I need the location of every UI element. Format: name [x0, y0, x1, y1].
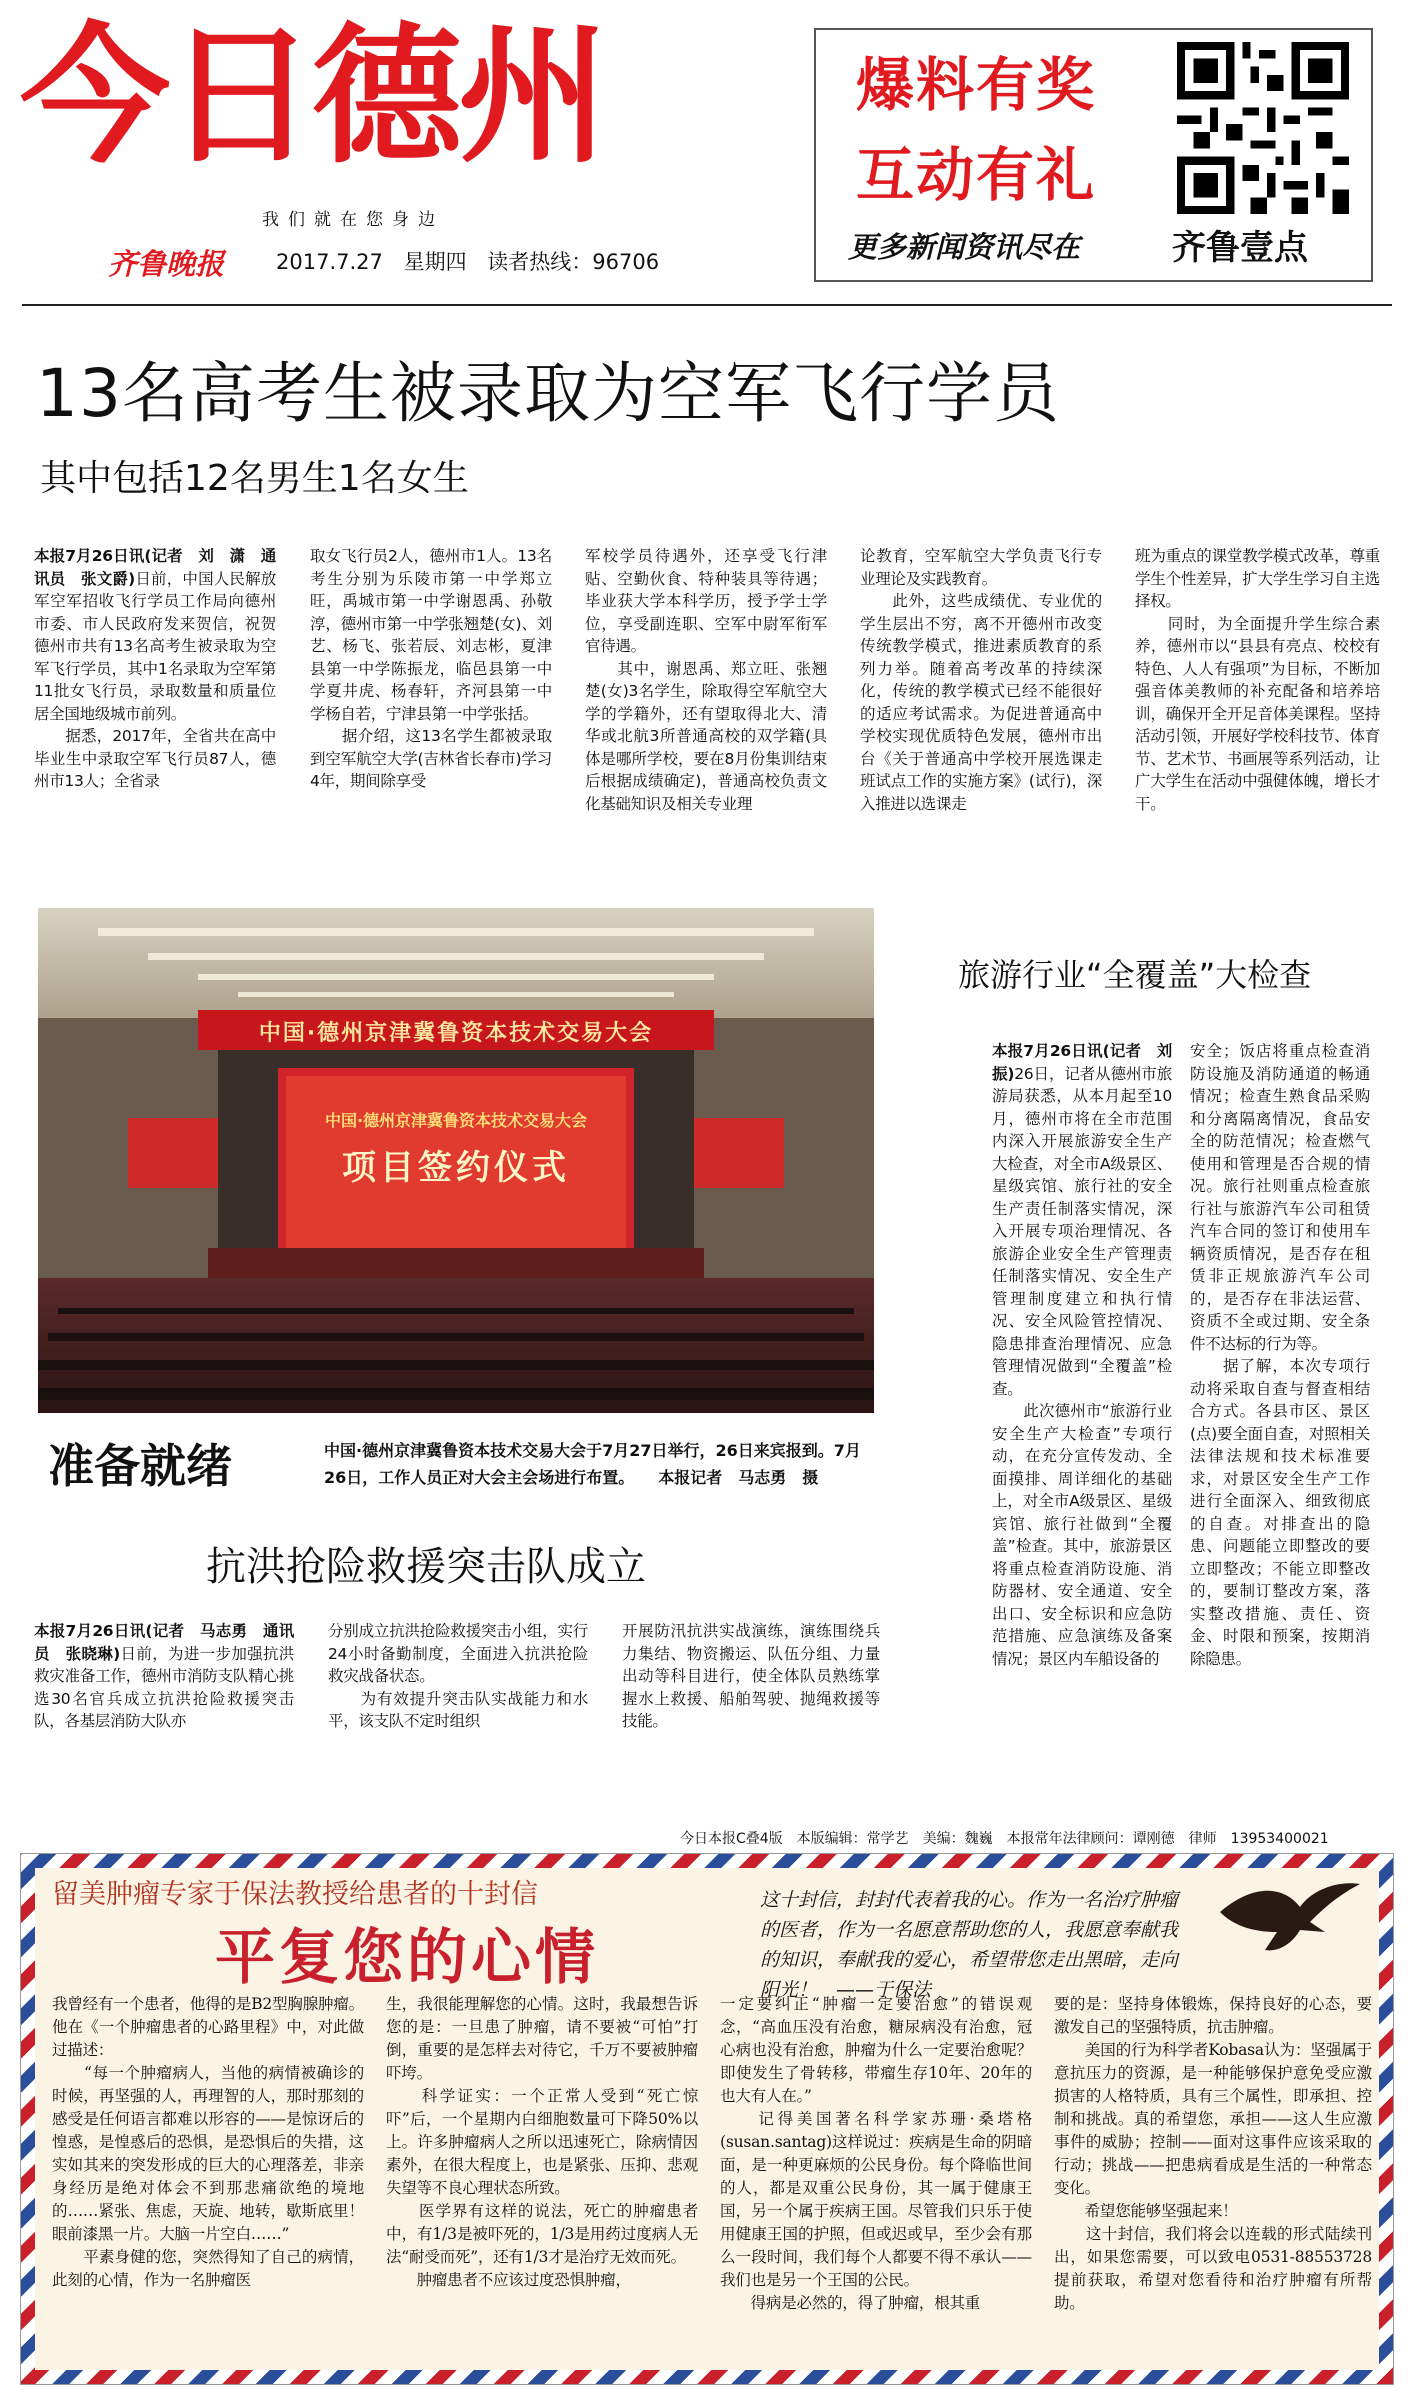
issue-dateline — [276, 246, 659, 276]
flood-column-1-text: 日前，为进一步加强抗洪救灾准备工作，德州市消防支队精心挑选30名官兵成立抗洪抢险救援突击队，各基层消防大队亦 — [34, 1644, 294, 1730]
promo-line-2: 互动有礼 — [856, 141, 1097, 209]
flood-column-2: 分别成立抗洪抢险救援突击小组，实行24小时备勤制度，全面进入抗洪抢险救灾战备状态。 为有效提升突击队实战能力和水平，该支队不定时组织 — [328, 1622, 588, 1730]
masthead-rule — [22, 304, 1392, 306]
tourism-headline: 旅游行业“全覆盖”大检查 — [958, 956, 1312, 994]
ad-main-title: 平复您的心情 — [215, 1923, 599, 1993]
ad-quote: 这十封信，封封代表着我的心。作为一名治疗肿瘤的医者，作为一名愿意帮助您的人，我愿意奉献我的知识，奉献我的爱心，希望带您走出黑暗，走向阳光！ ——于保法 — [760, 1889, 1179, 2001]
photo-caption: 中国·德州京津冀鲁资本技术交易大会于7月27日举行，26日来宾报到。7月26日，工作人员正对大会主会场进行布置。 本报记者 马志勇 摄 — [324, 1441, 861, 1487]
ad-column-1: 我曾经有一个患者，他得的是B2型胸腺肿瘤。他在《一个肿瘤患者的心路里程》中，对此做过描述： “每一个肿瘤病人，当他的病情被确诊的时候，再坚强的人，再理智的人，那时那刻的感受是任何语言都难以形容的——是惊讶后的惶惑，是惶惑后的恐惧，是恐惧后的失措，这实如其来的突发形成的巨大的心理落差，非亲身经历是绝对体会不到那悲痛欲绝的境地的……紧张、焦虑，天旋、地转，歇斯底里！眼前漆黑一片。大脑一片空白……” 平素身健的您，突然得知了自己的病情，此刻的心情，作为一名肿瘤医 — [52, 1995, 364, 2289]
photo-banner-text: 中国·德州京津冀鲁资本技术交易大会 — [258, 1021, 654, 1046]
masthead-slogan: 我们就在您身边 — [262, 210, 444, 230]
flood-dateline: 本报7月26日讯(记者 马志勇 通讯员 张晓琳) — [34, 1622, 294, 1663]
flood-column-1 — [34, 1620, 294, 1820]
lead-column-5: 班为重点的课堂教学模式改革，尊重学生个性差异，扩大学生学习自主选择权。 同时，为全面提升学生综合素养，德州市以“县县有亮点、校校有特色、人人有强项”为目标，不断加强音体美教师的补充配备和培养培训，确保开全开足音体美课程。坚持活动引领，开展好学校科技节、体育节、艺术节、书画展等系列活动，让广大学生在活动中强健体魄，增长才干。 — [1135, 547, 1380, 813]
lead-subheadline: 其中包括12名男生1名女生 — [40, 458, 469, 499]
lead-column-3: 军校学员待遇外，还享受飞行津贴、空勤伙食、特种装具等待遇；毕业获大学本科学历，授予学士学位，享受副连职、空军中尉军衔军官待遇。 其中，谢恩禹、郑立旺、张翘楚(女)3名学生，除取得空军航空大学的学籍外，还有望取得北大、清华或北航3所普通高校的双学籍(具体是哪所学校，要在8月份集训结束后根据成绩确定)，普通高校负责文化基础知识及相关专业理 — [585, 547, 827, 813]
tourism-column-1 — [992, 1040, 1172, 1815]
ad-column-3: 一定要纠正“肿瘤一定要治愈”的错误观念，“高血压没有治愈，糖尿病没有治愈，冠心病也没有治愈，肿瘤为什么一定要治愈呢？即使发生了骨转移，带瘤生存10年、20年的也大有人在。” 记得美国著名科学家苏珊·桑塔格(susan.santag)这样说过：疾病是生命的阴暗面，是一种更麻烦的公民身份。每个降临世间的人，都是双重公民身份，其一属于健康王国，另一个属于疾病王国。尽管我们只乐于使用健康王国的护照，但或迟或早，至少会有那么一段时间，我们每个人都要不得不承认——我们也是另一个王国的公民。 得病是必然的，得了肿瘤，根其重 — [720, 1995, 1032, 2312]
promo-footer: 更多新闻资讯尽在 — [848, 230, 1081, 264]
page-footer-credits: 今日本报C叠4版 本版编辑：常学艺 美编：魏巍 本报常年法律顾问：谭刚德 律师 13953400021 — [680, 1831, 1329, 1847]
ad-column-2: 生，我很能理解您的心情。这时，我最想告诉您的是：一旦患了肿瘤，请不要被“可怕”打倒，重要的是怎样去对待它，千万不要被肿瘤吓垮。 科学证实：一个正常人受到“死亡惊吓”后，一个星期内白细胞数量可下降50%以上。许多肿瘤病人之所以迅速死亡，除病情因素外，在很大程度上，也是紧张、压抑、悲观失望等不良心理状态所致。 医学界有这样的说法，死亡的肿瘤患者中，有1/3是被吓死的，1/3是用药过度病人无法“耐受而死”，还有1/3才是治疗无效而死。 肿瘤患者不应该过度恐惧肿瘤， — [386, 1995, 698, 2289]
promo-line-1: 爆料有奖 — [856, 51, 1097, 119]
lead-column-1-text: 日前，中国人民解放军空军招收飞行学员工作局向德州市委、市人民政府发来贺信，祝贺德州市共有13名高考生被录取为空军飞行学员，其中1名录取为空军第11批女飞行员，录取数量和质量位居全国地级城市前列。 据悉，2017年，全省共在高中毕业生中录取空军飞行员87人，德州市13人；全省录 — [34, 569, 276, 790]
eagle-icon — [1215, 1872, 1365, 1962]
qr-code-icon[interactable] — [1177, 42, 1349, 214]
lead-column-2: 取女飞行员2人，德州市1人。13名考生分别为乐陵市第一中学郑立旺，禹城市第一中学谢恩禹、孙敬淳，德州市第一中学张翘楚(女)、刘艺、杨飞、张若辰、刘志彬，夏津县第一中学陈振龙，临邑县第一中学夏井虎、杨春轩，齐河县第一中学杨自若，宁津县第一中学张括。 据介绍，这13名学生都被录取到空军航空大学(吉林省长春市)学习4年，期间除享受 — [310, 547, 552, 790]
ad-column-4: 要的是：坚持身体锻炼，保持良好的心态，要激发自己的坚强特质，抗击肿瘤。 美国的行为科学者Kobasa认为：坚强属于意抗压力的资源，是一种能够保护意免受应激损害的人格特质，具有三个属性，即承担、控制和挑战。真的希望您，承担——这人生应激事件的威胁；控制——面对这事件应该采取的行动；挑战——把患病看成是生活的一种常态变化。 希望您能够坚强起来！ 这十封信，我们将会以连载的形式陆续刊出，如果您需要，可以致电0531-88553728提前获取，希望对您看待和治疗肿瘤有所帮助。 — [1054, 1995, 1372, 2312]
lead-column-1 — [34, 545, 276, 865]
flood-column-3: 开展防汛抗洪实战演练，演练围绕兵力集结、物资搬运、队伍分组、力量出动等科目进行，使全体队员熟练掌握水上救援、船舶驾驶、抛绳救援等技能。 — [622, 1622, 880, 1730]
qilu-brand: 齐鲁壹点 — [1172, 228, 1308, 268]
conference-hall-photo — [38, 908, 874, 1413]
flood-headline: 抗洪抢险救援突击队成立 — [206, 1544, 646, 1590]
issue-date: 2017.7.27 — [276, 250, 383, 274]
tourism-column-2: 安全；饭店将重点检查消防设施及消防通道的畅通情况；检查生熟食品采购和分离隔离情况，食品安全的防范情况；检查燃气使用和管理是否合规的情况。旅行社则重点检查旅行社与旅游汽车公司租赁汽车合同的签订和使用车辆资质情况，是否存在租赁非正规旅游汽车公司的，是否存在非法运营、资质不全或过期、安全条件不达标的行为等。 据了解，本次专项行动将采取自查与督查相结合方式。各县市区、景区(点)要全面自查，对照相关法律法规和技术标准要求，对景区安全生产工作进行全面深入、细致彻底的自查。对排查出的隐患、问题能立即整改的要立即整改；不能立即整改的，要制订整改方案，落实整改措施、责任、资金、时限和预案，按期消除隐患。 — [1190, 1042, 1370, 1668]
lead-column-4: 论教育，空军航空大学负责飞行专业理论及实践教育。 此外，这些成绩优、专业优的学生层出不穷，离不开德州市改变传统教学模式，推进素质教育的系列力举。随着高考改革的持续深化，传统的教学模式已经不能很好的适应考试需求。为促进普通高中学校实现优质特色发展，德州市出台《关于普通高中学校开展选课走班试点工作的实施方案》(试行)，深入推进以选课走 — [860, 547, 1102, 813]
issue-weekday: 星期四 — [403, 250, 467, 274]
paper-name: 齐鲁晚报 — [108, 247, 225, 281]
tourism-column-1-text: 26日，记者从德州市旅游局获悉，从本月起至10月，德州市将在全市范围内深入开展旅游安全生产大检查，对全市A级景区、星级宾馆、旅行社的安全生产责任制落实情况，深入开展专项治理情况、各旅游企业安全生产管理责任制落实情况、安全生产管理制度建立和执行情况、安全风险管控情况、隐患排查治理情况、应急管理情况做到“全覆盖”检查。 此次德州市“旅游行业安全生产大检查”专项行动，在充分宣传发动、全面摸排、周详细化的基础上，对全市A级景区、星级宾馆、旅行社做到“全覆盖”检查。其中，旅游景区将重点检查消防设施、消防器材、安全通道、安全出口、安全标识和应急防范措施、应急演练及备案情况；景区内车船设备的 — [992, 1064, 1172, 1668]
masthead-title: 今日德州 — [20, 10, 605, 184]
lead-dateline: 本报7月26日讯(记者 刘 潇 通讯员 张文爵) — [34, 547, 276, 588]
reader-hotline: 读者热线：96706 — [487, 250, 660, 274]
photo-screen-subtitle: 项目签约仪式 — [342, 1148, 570, 1188]
photo-caption-title: 准备就绪 — [48, 1439, 232, 1493]
photo-screen-title: 中国·德州京津冀鲁资本技术交易大会 — [324, 1111, 588, 1130]
tourism-dateline: 本报7月26日讯(记者 刘振) — [992, 1042, 1172, 1083]
lead-headline: 13名高考生被录取为空军飞行学员 — [36, 355, 1060, 432]
ad-title: 留美肿瘤专家于保法教授给患者的十封信 — [52, 1879, 538, 1910]
